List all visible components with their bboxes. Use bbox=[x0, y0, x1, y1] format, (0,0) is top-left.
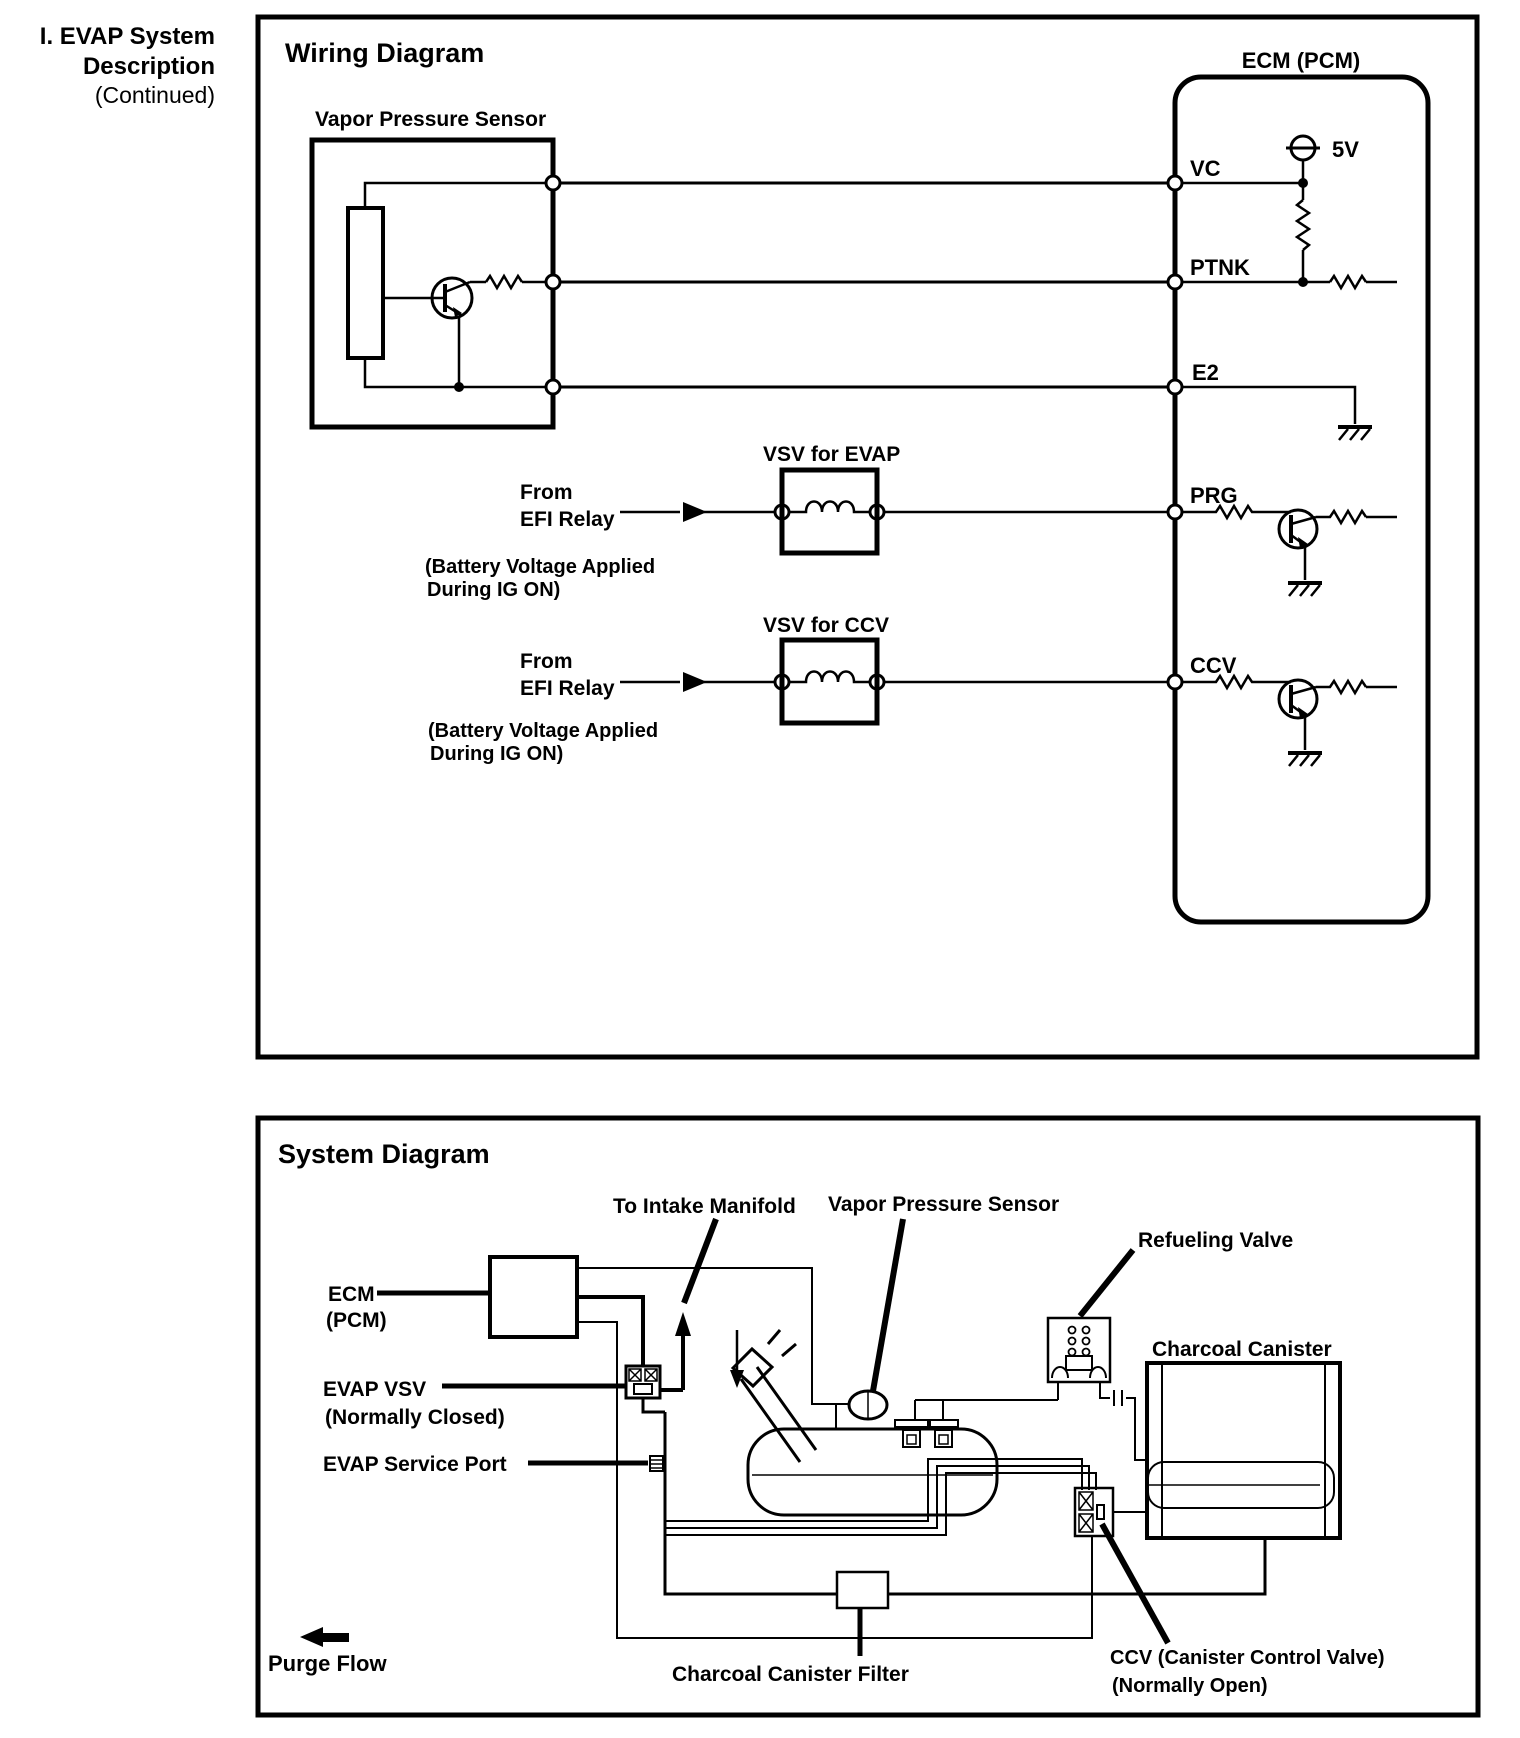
ground-hatch bbox=[1289, 585, 1320, 596]
heading-line-1: I. EVAP System bbox=[39, 23, 215, 50]
vps-wire-top bbox=[365, 183, 546, 208]
evap-service-port bbox=[650, 1456, 663, 1471]
vps-wire-bottom bbox=[365, 358, 546, 387]
label-ecm-1: ECM bbox=[328, 1283, 375, 1306]
label-evap-vsv-2: (Normally Closed) bbox=[325, 1406, 505, 1429]
ecm-label: ECM (PCM) bbox=[1241, 48, 1361, 73]
pipe-purge-outlet bbox=[660, 1334, 683, 1390]
label-to-intake-manifold: To Intake Manifold bbox=[613, 1195, 796, 1218]
terminal-ecm-vc bbox=[1168, 176, 1182, 190]
pipe-filter-to-canister bbox=[888, 1539, 1265, 1594]
label-ccv-2: (Normally Open) bbox=[1112, 1675, 1268, 1697]
bundle-line-3 bbox=[665, 1473, 1096, 1535]
from-efi-2b: EFI Relay bbox=[520, 677, 615, 700]
valve-poppet bbox=[1066, 1356, 1092, 1370]
terminal-label-e2: E2 bbox=[1192, 360, 1219, 385]
pullup-resistor bbox=[1297, 200, 1309, 250]
valve-springs bbox=[1069, 1327, 1090, 1356]
terminal-vps-ptnk bbox=[546, 275, 560, 289]
label-ecm-2: (PCM) bbox=[326, 1309, 387, 1332]
ccv-driver bbox=[1182, 676, 1397, 766]
pipe-bundle bbox=[665, 1459, 1096, 1535]
label-evap-vsv-1: EVAP VSV bbox=[323, 1378, 427, 1401]
vps-resistor bbox=[486, 276, 522, 288]
ccv-plunger bbox=[1097, 1505, 1104, 1519]
transistor-circle bbox=[1279, 680, 1317, 718]
valve-seats bbox=[1052, 1367, 1106, 1378]
terminal-label-prg: PRG bbox=[1190, 483, 1238, 508]
prg-output-resistor bbox=[1316, 511, 1397, 523]
purge-up-arrow bbox=[675, 1312, 691, 1336]
terminal-ecm-ptnk bbox=[1168, 275, 1182, 289]
heading-line-2: Description bbox=[82, 53, 215, 80]
label-evap-service-port: EVAP Service Port bbox=[323, 1453, 507, 1476]
label-refueling-valve: Refueling Valve bbox=[1138, 1229, 1294, 1252]
terminal-label-ccv: CCV bbox=[1190, 653, 1237, 678]
pointer-to-intake bbox=[684, 1219, 716, 1303]
prg-driver bbox=[1182, 506, 1397, 596]
heading bbox=[40, 23, 215, 108]
terminal-vps-vc bbox=[546, 176, 560, 190]
label-purge-flow: Purge Flow bbox=[268, 1651, 387, 1676]
filter-loop bbox=[837, 1539, 1265, 1608]
fitting-core-1 bbox=[907, 1435, 916, 1444]
vsv-evap-coil bbox=[789, 502, 870, 513]
canister-inner-walls bbox=[1162, 1363, 1325, 1538]
wiring-title: Wiring Diagram bbox=[285, 38, 485, 68]
purge-flow-arrow-icon bbox=[300, 1627, 349, 1647]
relief-valve-symbol bbox=[1114, 1390, 1122, 1406]
heading-line-3: (Continued) bbox=[94, 82, 215, 108]
flow-arrow-evap bbox=[683, 502, 707, 522]
fitting-bracket-1 bbox=[895, 1420, 928, 1427]
pointer-vps bbox=[873, 1219, 903, 1391]
label-ccv-1: CCV (Canister Control Valve) bbox=[1110, 1647, 1385, 1669]
pointer-refueling-valve bbox=[1080, 1250, 1133, 1316]
system-diagram-panel bbox=[258, 1118, 1478, 1715]
fitting-bracket-2 bbox=[930, 1420, 958, 1427]
charcoal-canister bbox=[1147, 1363, 1340, 1538]
battery-note-1b: During IG ON) bbox=[427, 579, 561, 601]
system-title: System Diagram bbox=[278, 1139, 490, 1169]
junction-dot bbox=[454, 382, 464, 392]
evap-vsv-component bbox=[626, 1366, 660, 1398]
valve-body bbox=[1048, 1318, 1110, 1382]
vsv-evap-label: VSV for EVAP bbox=[763, 443, 901, 466]
wire-ecm-to-evap-vsv bbox=[577, 1297, 643, 1366]
terminal-ecm-prg bbox=[1168, 505, 1182, 519]
terminal-ecm-ccv bbox=[1168, 675, 1182, 689]
label-vapor-pressure-sensor: Vapor Pressure Sensor bbox=[828, 1193, 1060, 1216]
vsv-ccv-coil bbox=[789, 672, 870, 683]
from-efi-1a: From bbox=[520, 481, 573, 504]
refueling-valve bbox=[1048, 1318, 1110, 1382]
bundle-line-1 bbox=[665, 1459, 1082, 1521]
vsv-ccv-label: VSV for CCV bbox=[763, 614, 890, 637]
terminal-vps-e2 bbox=[546, 380, 560, 394]
filler-neck bbox=[730, 1330, 816, 1462]
ground-e2 bbox=[1338, 427, 1372, 440]
fitting-core-2 bbox=[939, 1435, 948, 1444]
connector-terminals bbox=[546, 176, 1182, 689]
wiring-diagram-panel bbox=[258, 17, 1477, 1057]
vps-sensing-element bbox=[348, 208, 383, 358]
from-efi-1b: EFI Relay bbox=[520, 508, 615, 531]
vps-label: Vapor Pressure Sensor bbox=[315, 108, 547, 131]
label-charcoal-canister-filter: Charcoal Canister Filter bbox=[672, 1663, 909, 1686]
label-charcoal-canister: Charcoal Canister bbox=[1152, 1338, 1332, 1361]
ccv-output-resistor bbox=[1316, 681, 1397, 693]
transistor-circle bbox=[1279, 510, 1317, 548]
ptnk-series-resistor bbox=[1330, 276, 1397, 288]
canister-body bbox=[1147, 1363, 1340, 1538]
ccv-coil-hatch bbox=[1079, 1492, 1093, 1532]
system-ecm-box bbox=[490, 1257, 577, 1337]
supply-label: 5V bbox=[1332, 137, 1359, 162]
e2-internal-wire bbox=[1182, 387, 1355, 424]
terminal-label-ptnk: PTNK bbox=[1190, 255, 1250, 280]
ccv-component bbox=[1075, 1488, 1147, 1536]
vps-on-tank bbox=[836, 1391, 887, 1429]
terminal-label-vc: VC bbox=[1190, 156, 1221, 181]
battery-note-2a: (Battery Voltage Applied bbox=[428, 720, 659, 742]
ground-hatch bbox=[1289, 755, 1320, 766]
flow-arrow-ccv bbox=[683, 672, 707, 692]
battery-note-1a: (Battery Voltage Applied bbox=[425, 556, 656, 578]
charcoal-canister-filter-box bbox=[837, 1572, 888, 1608]
vps-transistor bbox=[432, 278, 472, 392]
tank-fittings bbox=[895, 1420, 958, 1447]
transistor-legs bbox=[437, 282, 470, 315]
service-port-ribs bbox=[650, 1460, 663, 1468]
vsv-plunger bbox=[634, 1384, 652, 1394]
from-efi-2a: From bbox=[520, 650, 573, 673]
vsv-coil-hatch bbox=[629, 1369, 657, 1381]
pointer-ccv bbox=[1102, 1524, 1168, 1643]
terminal-ecm-e2 bbox=[1168, 380, 1182, 394]
ground-hatch bbox=[1339, 429, 1370, 440]
battery-note-2b: During IG ON) bbox=[430, 743, 564, 765]
pipe-vsv-riser bbox=[643, 1398, 837, 1594]
cap-tabs bbox=[768, 1330, 796, 1356]
